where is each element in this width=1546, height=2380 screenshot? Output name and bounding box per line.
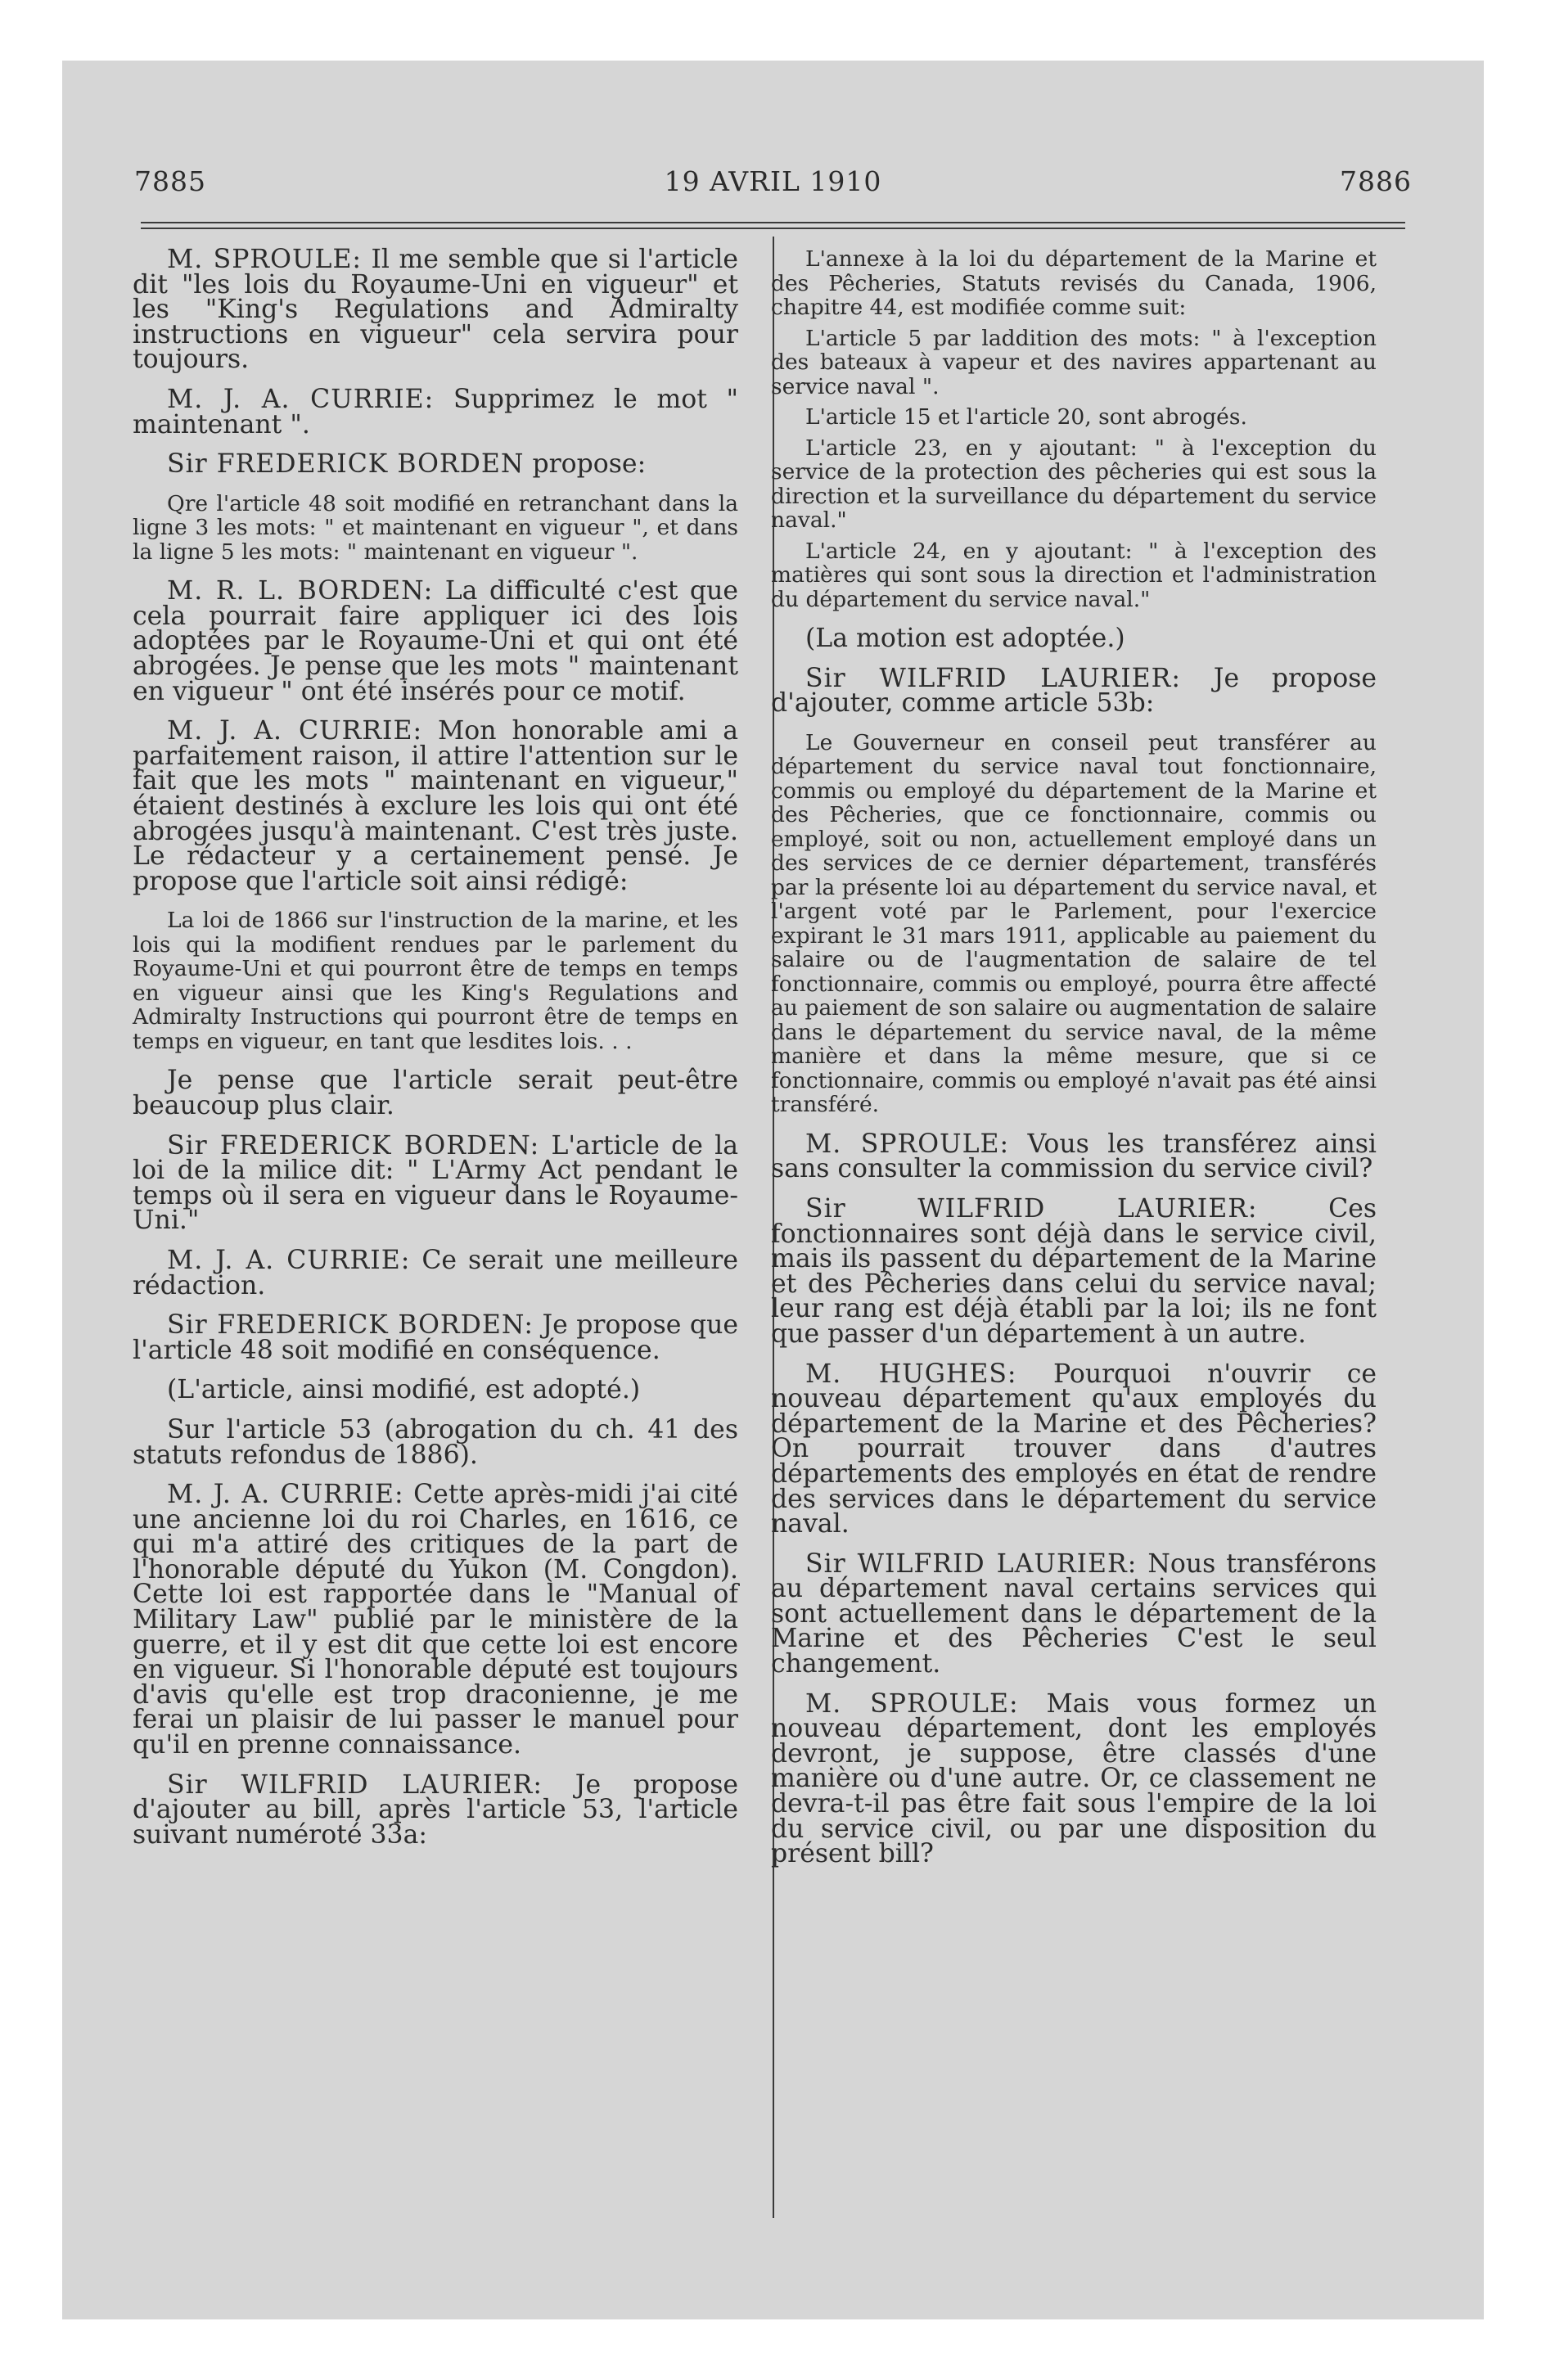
left-page-number: 7885 bbox=[134, 165, 206, 197]
speech-text: La difficulté c'est que cela pourrait faire appliquer ici des lois adoptées par le Royaume-Uni et qui ont été abrogées. Je pense que les mots " maintenant en vigueur " ont été insérés pour ce motif. bbox=[133, 576, 739, 706]
speech-text: Je pense que l'article serait peut-être beaucoup plus clair. bbox=[133, 1066, 738, 1120]
speech-paragraph bbox=[771, 1193, 1377, 1349]
speech-paragraph bbox=[133, 1130, 738, 1236]
speech-paragraph bbox=[771, 1359, 1377, 1539]
speaker-name: Sir WILFRID LAURIER: bbox=[167, 1769, 543, 1800]
speech-paragraph bbox=[133, 449, 738, 480]
right-page-number: 7886 bbox=[1340, 165, 1412, 197]
speaker-name: M. J. A. CURRIE: bbox=[167, 1480, 404, 1510]
quoted-article: Le Gouverneur en conseil peut transférer au département du service naval tout fonctionnaire, commis ou employé du département de la Marine et des Pêcheries, que ce fonctionnaire, commis ou employé, soit ou non, actuellement employé dans un des services de ce dernier département, transférés par la présente loi au département du service naval, et l'argent voté par le Parlement, pour l'exercice expirant le 31 mars 1911, applicable au paiement du salaire ou de l'augmentation de salaire de tel fonctionnaire, commis ou employé, pourra être affecté au paiement de son salaire ou augmentation de salaire dans le département du service naval, de la même manière et dans la même mesure, que si ce fonctionnaire, commis ou employé n'avait pas été ainsi transféré. bbox=[771, 729, 1377, 1118]
speaker-name: M. J. A. CURRIE: bbox=[167, 716, 423, 746]
quoted-article: L'article 24, en y ajoutant: " à l'exception des matières qui sont sous la direction et l'administration du département du service naval." bbox=[771, 538, 1377, 612]
speaker-name: M. HUGHES: bbox=[805, 1359, 1017, 1389]
speech-text: Ces fonctionnaires sont déjà dans le service civil, mais ils passent du département de la Marine et des Pêcheries dans celui du service naval; leur rang est déjà établi par la loi; ils ne font que passer d'un département à un autre. bbox=[771, 1193, 1377, 1349]
speech-paragraph bbox=[133, 1769, 738, 1850]
quoted-article: La loi de 1866 sur l'instruction de la marine, et les lois qui la modifient rendues par le parlement du Royaume-Uni et qui pourront être de temps en temps en vigueur ainsi que les King's Regulations and Admiralty Instructions qui pourront être de temps en temps en vigueur, en tant que lesdites lois. . . bbox=[133, 908, 738, 1054]
quoted-annex: L'annexe à la loi du département de la Marine et des Pêcheries, Statuts revisés du Canada, 1906, chapitre 44, est modifiée comme suit: bbox=[771, 246, 1377, 320]
quoted-article: L'article 23, en y ajoutant: " à l'exception du service de la protection des pêcheries qui est sous la direction et la surveillance du département du service naval." bbox=[771, 435, 1377, 533]
header-rule-bottom bbox=[141, 228, 1405, 229]
speech-paragraph bbox=[133, 1310, 738, 1365]
speech-paragraph bbox=[771, 663, 1377, 719]
speech-paragraph bbox=[133, 384, 738, 439]
speech-text: Supprimez le mot " maintenant ". bbox=[133, 384, 738, 439]
speech-text: L'article de la loi de la milice dit: " L'Army Act pendant le temps où il sera en vigueur dans le Royaume-Uni." bbox=[133, 1130, 738, 1236]
header-rule-top bbox=[141, 222, 1405, 223]
speech-text: Vous les transférez ainsi sans consulter la commission du service civil? bbox=[771, 1129, 1377, 1184]
speech-paragraph bbox=[771, 1129, 1377, 1184]
speech-paragraph bbox=[133, 716, 738, 896]
speech-text: Je propose d'ajouter au bill, après l'article 53, l'article suivant numéroté 33a: bbox=[133, 1769, 738, 1850]
speech-text: Pourquoi n'ouvrir ce nouveau département qu'aux employés du département de la Marine et des Pêcheries? On pourrait trouver dans d'autres départements des employés en état de rendre des services dans le département du service naval. bbox=[771, 1359, 1377, 1539]
speaker-name: M. J. A. CURRIE: bbox=[167, 1245, 411, 1275]
speech-paragraph bbox=[133, 245, 738, 375]
speaker-name: Sir WILFRID LAURIER: bbox=[805, 1548, 1138, 1579]
speech-paragraph bbox=[771, 1688, 1377, 1869]
speech-text: Je propose d'ajouter, comme article 53b: bbox=[771, 663, 1377, 719]
quoted-article: L'article 15 et l'article 20, sont abrogés. bbox=[805, 404, 1247, 430]
speaker-name: M. SPROULE: bbox=[805, 1688, 1019, 1719]
speaker-name: M. J. A. CURRIE: bbox=[167, 384, 435, 414]
speech-text: Je propose que l'article 48 soit modifié en conséquence. bbox=[133, 1310, 738, 1365]
left-column bbox=[133, 247, 738, 1862]
speech-paragraph bbox=[133, 1068, 738, 1118]
speech-paragraph bbox=[133, 576, 739, 706]
speaker-name: M. R. L. BORDEN: bbox=[167, 576, 434, 606]
speech-paragraph bbox=[771, 1548, 1377, 1679]
speech-paragraph bbox=[133, 1245, 738, 1300]
speech-text: Mais vous formez un nouveau département, dont les employés devront, je suppose, être classés d'une manière ou d'une autre. Or, ce classement ne devra-t-il pas être fait sous l'empire de la loi du service civil, ou par une disposition du présent bill? bbox=[771, 1688, 1377, 1869]
page-header bbox=[134, 165, 1412, 206]
speech-text: Il me semble que si l'article dit "les lois du Royaume-Uni en vigueur" et les "King's Regulations and Admiralty instructions en vigueur" cela servira pour toujours. bbox=[133, 245, 738, 375]
speaker-name: Sir FREDERICK BORDEN: bbox=[167, 1130, 540, 1161]
speech-text: Mon honorable ami a parfaitement raison, il attire l'attention sur le fait que les mots " maintenant en vigueur," étaient destinés à exclure les lois qui ont été abrogées jusqu'à maintenant. C'est très juste. Le rédacteur y a certainement pensé. Je propose que l'article soit ainsi rédigé: bbox=[133, 716, 738, 896]
speech-text: Cette après-midi j'ai cité une ancienne loi du roi Charles, en 1616, ce qui m'a attiré des critiques de la part de l'honorable député du Yukon (M. Congdon). Cette loi est rapportée dans le "Manual of Military Law" publié par le ministère de la guerre, et il y est dit que cette loi est encore en vigueur. Si l'honorable député est toujours d'avis qu'elle est trop draconienne, je me ferai un plaisir de lui passer le manuel pour qu'il en prenne connaissance. bbox=[133, 1480, 739, 1760]
page-date: 19 AVRIL 1910 bbox=[664, 165, 882, 197]
speaker-name: M. SPROULE: bbox=[805, 1129, 1010, 1159]
scanned-page bbox=[62, 61, 1484, 2319]
quoted-article: L'article 5 par laddition des mots: " à l'exception des bateaux à vapeur et des navires appartenant au service naval ". bbox=[771, 325, 1377, 399]
quoted-motion: Qre l'article 48 soit modifié en retranchant dans la ligne 3 les mots: " et maintenant en vigueur ", et dans la ligne 5 les mots: " maintenant en vigueur ". bbox=[133, 490, 738, 565]
stage-direction: (La motion est adoptée.) bbox=[805, 624, 1125, 653]
speech-paragraph bbox=[133, 1482, 738, 1758]
speech-text: propose: bbox=[524, 449, 647, 480]
speech-text: Ce serait une meilleure rédaction. bbox=[133, 1245, 738, 1300]
speech-text: Nous transférons au département naval certains services qui sont actuellement dans le département de la Marine et des Pêcheries C'est le seul changement. bbox=[771, 1548, 1377, 1679]
speaker-name: Sir WILFRID LAURIER: bbox=[805, 1193, 1258, 1224]
speaker-name: M. SPROULE: bbox=[167, 245, 363, 274]
speaker-name: Sir FREDERICK BORDEN: bbox=[167, 1310, 534, 1341]
stage-direction: (L'article, ainsi modifié, est adopté.) bbox=[167, 1375, 641, 1405]
article-heading: Sur l'article 53 (abrogation du ch. 41 des statuts refondus de 1886). bbox=[133, 1414, 738, 1470]
right-column bbox=[771, 247, 1377, 1882]
speaker-name: Sir WILFRID LAURIER: bbox=[805, 663, 1182, 693]
speaker-name: Sir FREDERICK BORDEN bbox=[167, 449, 525, 480]
